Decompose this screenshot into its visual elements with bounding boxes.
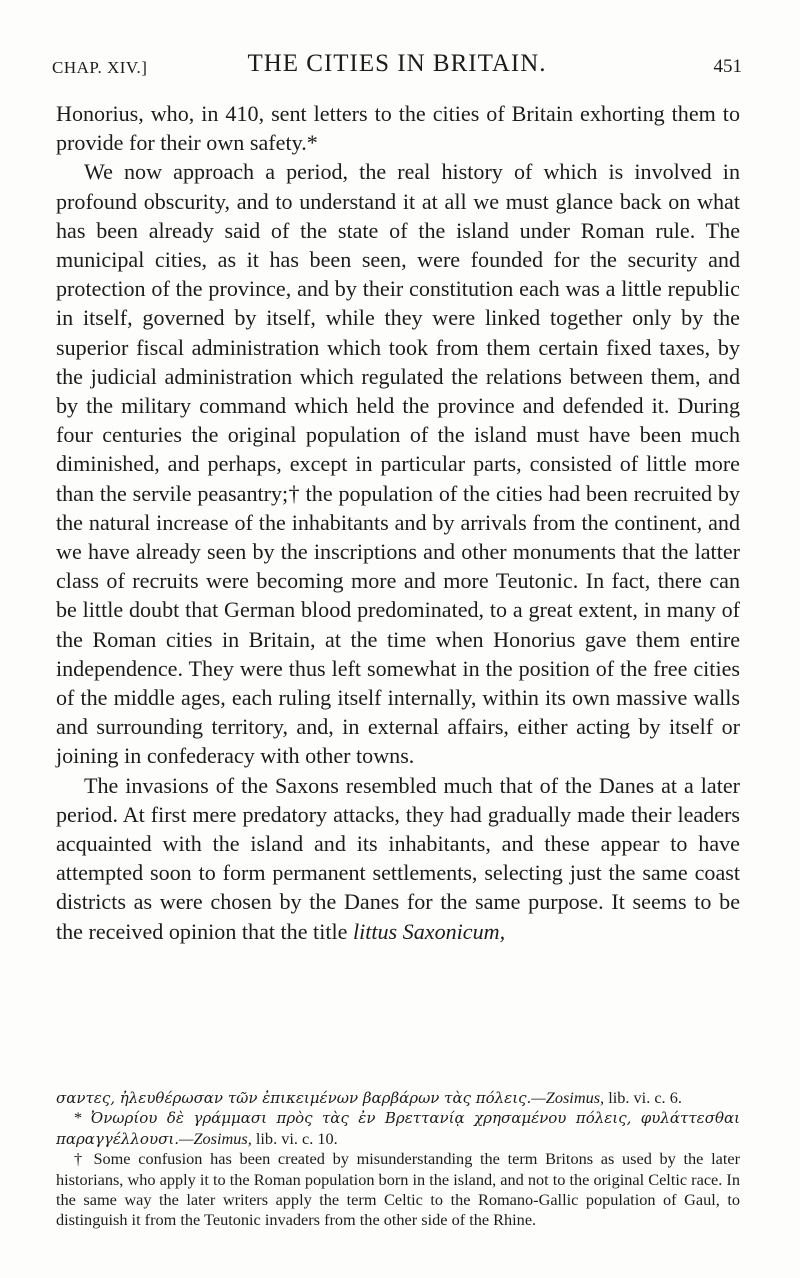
paragraph: We now approach a period, the real history of which is involved in profound obscurity, and to understand it at all we must glance back on what has been already said of the state of the island under Roman rule. The municipal cities, as it has been seen, were founded for the security and protection of the province, and by their constitution each was a little republic in itself, governed by itself, while they were linked together only by the superior fiscal administration which took from them certain fixed taxes, by the judicial administration which regulated the relations between them, and by the military command which held the province and defended it. During four centuries the original population of the island must have been much diminished, and perhaps, except in particular parts, consisted of little more than the servile peasantry;† the population of the cities had been recruited by the natural increase of the inhabitants and by arrivals from the continent, and we have already seen by the inscriptions and other monuments that the latter class of recruits were becoming more and more Teutonic. In fact, there can be little doubt that German blood predominated, to a great extent, in many of the Roman cities in Britain, at the time when Honorius gave them entire independence. They were thus left somewhat in the position of the free cities of the middle ages, each ruling itself internally, within its own massive walls and surrounding territory, and, in external affairs, either acting by itself or joining in confederacy with other towns. [56,159,740,769]
chapter-label: CHAP. XIV.] [52,58,148,77]
footnote-source: —Zosimus, [531,1088,605,1107]
page-number: 451 [713,56,742,77]
footnote [56,1108,740,1149]
footnote-source: —Zosimus, [178,1128,252,1148]
greek-quotation: σαντες, ἠλευθέρωσαν τῶν ἐπικειμένων βαρβάρων τὰς πόλεις. [56,1089,532,1107]
footnote-marker: * [74,1108,91,1128]
paragraph-text: The invasions of the Saxons resembled much that of the Danes at a later period. At first mere predatory attacks, they had gradually made their leaders acquainted with the island and its inhabitants, and these appear to have attempted soon to form permanent settlements, selecting just the same coast districts as were chosen by the Danes for the same purpose. It seems to be the received opinion that the title [56,772,740,944]
italic-term: littus Saxonicum, [352,918,506,944]
footnote: † Some confusion has been created by misunderstanding the term Britons as used by the later historians, who apply it to the Roman population born in the island, and not to the original Celtic race. In the same way the later writers apply the term Celtic to the Romano-Gallic population of Gaul, to distinguish it from the Teutonic invaders from the other side of the Rhine. [56,1149,740,1230]
page-title: THE CITIES IN BRITAIN. [247,50,547,77]
body-text [56,99,740,946]
paragraph [56,771,740,946]
footnote-reference: lib. vi. c. 10. [251,1128,338,1148]
running-head [52,50,742,86]
greek-quotation: Ὀνωρίου δὲ γράμμασι πρὸς τὰς ἐν Βρεττανίᾳ χρησαμένου πόλεις, φυλάττεσθαι παραγγέλλουσι. [56,1109,740,1148]
paragraph: Honorius, who, in 410, sent letters to the cities of Britain exhorting them to provide for their own safety.* [56,101,740,156]
footnotes [56,1088,740,1231]
footnote-reference: lib. vi. c. 6. [604,1088,682,1107]
footnote [56,1088,740,1108]
